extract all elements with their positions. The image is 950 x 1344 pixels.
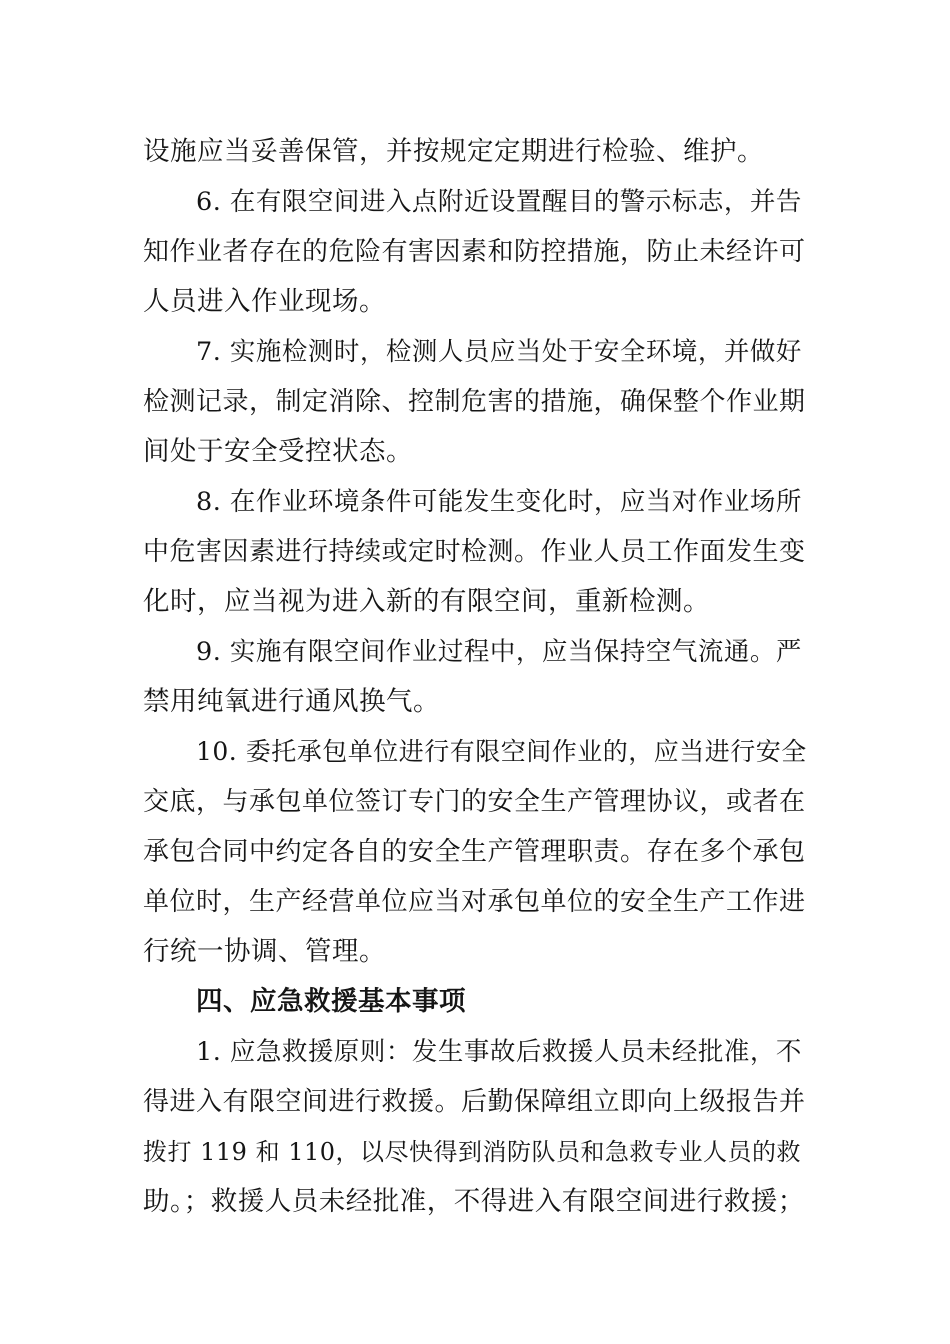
text-line: 助。；救援人员未经批准，不得进入有限空间进行救援； — [143, 1186, 805, 1217]
text-line: 8. 在作业环境条件可能发生变化时，应当对作业场所 — [196, 487, 802, 517]
text-line: 7. 实施检测时，检测人员应当处于安全环境，并做好 — [196, 337, 802, 367]
text-line: 检测记录，制定消除、控制危害的措施，确保整个作业期 — [143, 387, 806, 417]
text-line: 拨打 119 和 110，以尽快得到消防队员和急救专业人员的救 — [143, 1138, 802, 1166]
text-line: 行统一协调、管理。 — [143, 936, 386, 967]
text-line: 10. 委托承包单位进行有限空间作业的，应当进行安全 — [196, 737, 807, 766]
text-line: 禁用纯氧进行通风换气。 — [143, 686, 440, 717]
text-line: 单位时，生产经营单位应当对承包单位的安全生产工作进 — [143, 887, 806, 917]
text-line: 承包合同中约定各自的安全生产管理职责。存在多个承包 — [143, 837, 806, 867]
section-heading: 四、应急救援基本事项 — [196, 986, 466, 1017]
text-line: 得进入有限空间进行救援。后勤保障组立即向上级报告并 — [143, 1087, 806, 1117]
text-line: 设施应当妥善保管，并按规定定期进行检验、维护。 — [143, 136, 764, 167]
text-line: 9. 实施有限空间作业过程中，应当保持空气流通。严 — [196, 637, 802, 667]
text-line: 交底，与承包单位签订专门的安全生产管理协议，或者在 — [143, 787, 806, 817]
text-line: 中危害因素进行持续或定时检测。作业人员工作面发生变 — [143, 537, 806, 567]
text-line: 知作业者存在的危险有害因素和防控措施，防止未经许可 — [143, 237, 806, 267]
text-line: 间处于安全受控状态。 — [143, 436, 413, 467]
text-line: 6. 在有限空间进入点附近设置醒目的警示标志，并告 — [196, 187, 802, 217]
text-line: 化时，应当视为进入新的有限空间，重新检测。 — [143, 586, 710, 617]
text-line: 1. 应急救援原则：发生事故后救援人员未经批准，不 — [196, 1037, 802, 1067]
text-line: 人员进入作业现场。 — [143, 286, 386, 317]
